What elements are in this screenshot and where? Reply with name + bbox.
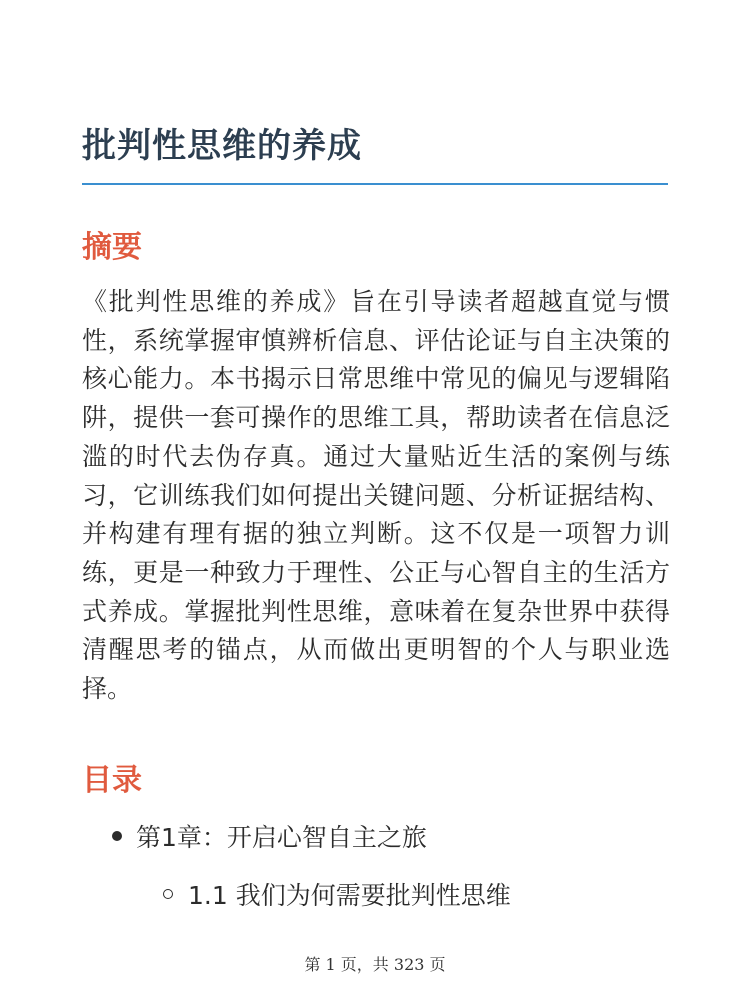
toc-item-chapter-1[interactable] [112, 818, 427, 854]
document-title: 批判性思维的养成 [82, 126, 362, 166]
page-footer: 第 1 页，共 323 页 [304, 955, 446, 974]
toc-item-label: 第1章：开启心智自主之旅 [136, 823, 427, 852]
toc-item-label: 1.1 我们为何需要批判性思维 [188, 881, 511, 910]
bullet-disc-icon [112, 831, 122, 841]
abstract-paragraph: 《批判性思维的养成》旨在引导读者超越直觉与惯性，系统掌握审慎辨析信息、评估论证与自主决策的核心能力。本书揭示日常思维中常见的偏见与逻辑陷阱，提供一套可操作的思维工具，帮助读者在信息泛滥的时代去伪存真。通过大量贴近生活的案例与练习，它训练我们如何提出关键问题、分析证据结构、并构建有理有据的独立判断。这不仅是一项智力训练，更是一种致力于理性、公正与心智自主的生活方式养成。掌握批判性思维，意味着在复杂世界中获得清醒思考的锚点，从而做出更明智的个人与职业选择。 [82, 287, 670, 704]
toc-item-section-1-1[interactable] [163, 876, 511, 912]
abstract-heading: 摘要 [82, 230, 142, 265]
toc-heading: 目录 [82, 763, 142, 798]
title-divider [82, 183, 668, 185]
bullet-circle-icon [163, 889, 173, 899]
